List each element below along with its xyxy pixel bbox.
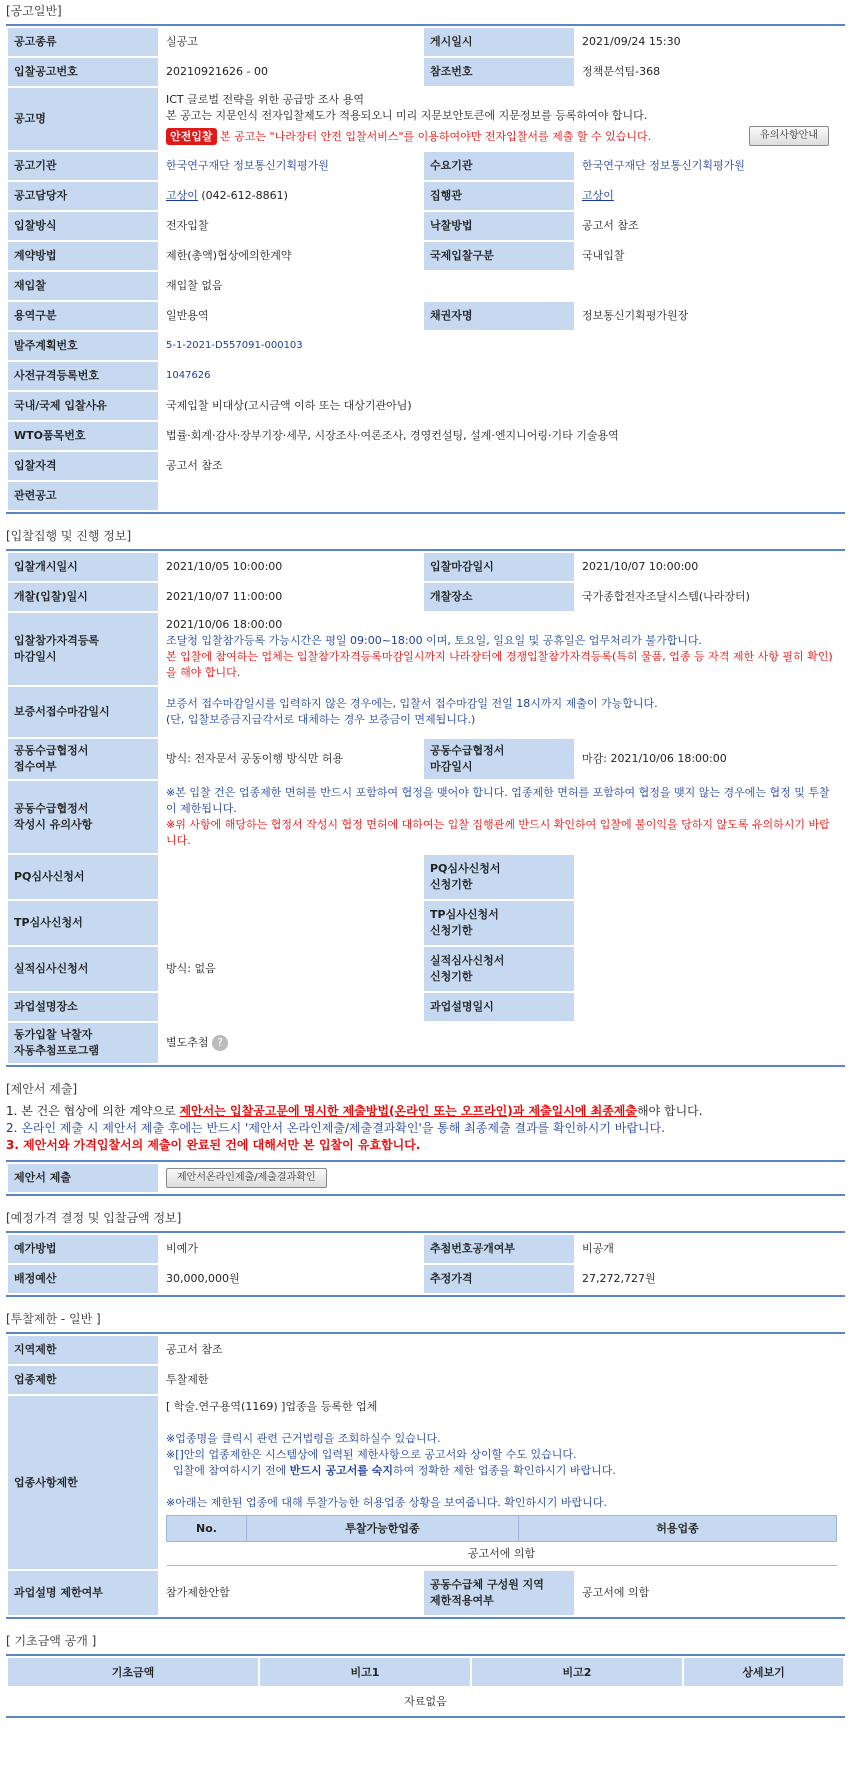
brief-time-label: 과업설명일시 xyxy=(424,993,574,1021)
reg-cell xyxy=(160,613,843,685)
bid-method-label: 입찰방식 xyxy=(8,212,158,240)
basic-empty: 자료없음 xyxy=(404,1695,447,1708)
manager-link[interactable]: 고상이 xyxy=(166,189,198,202)
notice-name: ICT 글로벌 전략을 위한 공급망 조사 용역 xyxy=(166,93,365,106)
section-title-bid-progress: [입찰집행 및 진행 정보] xyxy=(6,529,132,543)
proposal-note-2: 2. 온라인 제출 시 제안서 제출 후에는 반드시 '제안서 온라인제출/제출결과확인'을 통해 최종제출 결과를 확인하시기 바랍니다. xyxy=(6,1121,665,1135)
reg-label-1: 입찰참가자격등록 xyxy=(14,634,100,647)
rebid: 재입찰 없음 xyxy=(160,272,843,300)
open: 2021/10/07 11:00:00 xyxy=(160,583,422,611)
intl: 국내입찰 xyxy=(576,242,843,270)
joint-dl: 마감: 2021/10/06 18:00:00 xyxy=(576,739,843,779)
est-label: 추정가격 xyxy=(424,1265,574,1293)
lottery-label: 추첨번호공개여부 xyxy=(424,1235,574,1263)
proposal-submit-cell xyxy=(160,1164,843,1192)
related-label: 관련공고 xyxy=(8,482,158,510)
close: 2021/10/07 10:00:00 xyxy=(576,553,843,581)
section-title-proposal: [제안서 제출] xyxy=(6,1082,78,1096)
start: 2021/10/05 10:00:00 xyxy=(160,553,422,581)
tie-label-1: 동가입찰 낙찰자 xyxy=(14,1028,93,1041)
exec-label: 집행관 xyxy=(424,182,574,210)
ref-no-label: 참조번호 xyxy=(424,58,574,86)
tp-dl-label-2: 신청기한 xyxy=(430,924,473,937)
allowed-industry-table xyxy=(166,1515,837,1566)
brief-time xyxy=(576,993,843,1021)
region: 공고서 참조 xyxy=(160,1336,843,1364)
ind-note-3a: 입찰에 참여하시기 전에 xyxy=(166,1464,290,1477)
joint-note-label-1: 공동수급협정서 xyxy=(14,802,89,815)
tie-label xyxy=(8,1023,158,1063)
tie-label-2: 자동추첨프로그램 xyxy=(14,1044,100,1057)
bond-label: 보증서접수마감일시 xyxy=(8,687,158,737)
general-table xyxy=(6,24,845,514)
progress-table xyxy=(6,549,845,1067)
reg-note-2: 본 입찰에 참여하는 업체는 입찰참가자격등록마감일시까지 나라장터에 경쟁입찰참가자격등록(특히 물품, 업종 등 자격 제한 사항 필히 확인)을 해야 합니다. xyxy=(166,650,833,679)
pq-dl-label xyxy=(424,855,574,899)
basic-amount-table xyxy=(6,1654,845,1718)
demand-link[interactable]: 한국연구재단 정보통신기획평가원 xyxy=(576,152,843,180)
joint-dl-label-1: 공동수급협정서 xyxy=(430,744,505,757)
reg-note-1: 조달청 입찰참가등록 가능시간은 평일 09:00~18:00 이며, 토요일, 일요일 및 공휴일은 업무처리가 불가합니다. xyxy=(166,634,702,647)
brief-place xyxy=(160,993,422,1021)
bid-no: 20210921626 - 00 xyxy=(160,58,422,86)
section-title-basic-amount: [ 기초금액 공개 ] xyxy=(6,1634,97,1648)
pq-dl xyxy=(576,855,843,899)
tp-label: TP심사신청서 xyxy=(8,901,158,945)
restrict-table xyxy=(6,1332,845,1619)
consort-label-1: 공동수급체 구성원 지역 xyxy=(430,1578,544,1591)
section-title-price: [예정가격 결정 및 입찰금액 정보] xyxy=(6,1211,182,1225)
pre-spec-label: 사전규격등록번호 xyxy=(8,362,158,390)
related xyxy=(160,482,843,510)
perf: 방식: 없음 xyxy=(160,947,422,991)
bond-note-1: 보증서 접수마감일시를 입력하지 않은 경우에는, 입찰서 접수마감일 전일 18시까지 제출이 가능합니다. xyxy=(166,697,658,710)
posted: 2021/09/24 15:30 xyxy=(576,28,843,56)
joint-dl-label xyxy=(424,739,574,779)
consort-label-2: 제한적용여부 xyxy=(430,1594,494,1607)
budget: 30,000,000원 xyxy=(160,1265,422,1293)
place-label: 개찰장소 xyxy=(424,583,574,611)
contract-label: 계약방법 xyxy=(8,242,158,270)
posted-label: 게시일시 xyxy=(424,28,574,56)
tie: 별도추첨 xyxy=(166,1036,209,1049)
perf-dl-label-2: 신청기한 xyxy=(430,970,473,983)
notice-type: 실공고 xyxy=(160,28,422,56)
award: 공고서 참조 xyxy=(576,212,843,240)
fingerprint-note: 본 공고는 지문인식 전자입찰제도가 적용되오니 미리 지문보안토큰에 지문정보를 등록하여야 합니다. xyxy=(166,109,648,122)
joint-note-cell xyxy=(160,781,843,853)
ind-req-cell xyxy=(160,1396,843,1569)
demand-label: 수요기관 xyxy=(424,152,574,180)
proposal-table xyxy=(6,1160,845,1196)
qual: 공고서 참조 xyxy=(160,452,843,480)
order-plan-label: 발주계획번호 xyxy=(8,332,158,360)
proposal-submit-label: 제안서 제출 xyxy=(8,1164,158,1192)
brief-restrict-label: 과업설명 제한여부 xyxy=(8,1571,158,1615)
perf-dl-label xyxy=(424,947,574,991)
joint-note-1: ※본 입찰 건은 업종제한 면허를 반드시 포함하여 협정을 맺어야 합니다. 업종제한 면허를 포함하여 협정을 맺지 않는 경우에는 협정 및 투찰이 제한됩니다. xyxy=(166,786,830,815)
ind-note-4: ※아래는 제한된 업종에 대해 투찰가능한 허용업종 상황을 보여줍니다. 확인하시기 바랍니다. xyxy=(166,1496,607,1509)
price-method-label: 예가방법 xyxy=(8,1235,158,1263)
joint-dl-label-2: 마감일시 xyxy=(430,760,473,773)
exec-cell xyxy=(576,182,843,210)
manager-cell xyxy=(160,182,422,210)
proposal-note-1b: 제안서는 입찰공고문에 명시한 제출방법(온라인 또는 오프라인)과 제출일시에 최종제출 xyxy=(179,1104,637,1118)
joint: 방식: 전자문서 공동이행 방식만 허용 xyxy=(160,739,422,779)
col-no: No. xyxy=(167,1516,247,1542)
consort: 공고서에 의함 xyxy=(576,1571,843,1615)
intl-label: 국제입찰구분 xyxy=(424,242,574,270)
bid-method: 전자입찰 xyxy=(160,212,422,240)
joint-note-label-2: 작성시 유의사항 xyxy=(14,818,93,831)
ind-note-3b: 반드시 공고서를 숙지 xyxy=(289,1464,394,1477)
ind-note-2: ※[]안의 업종제한은 시스템상에 입력된 제한사항으로 공고서와 상이할 수도 있습니다. xyxy=(166,1448,577,1461)
pq-dl-label-1: PQ심사신청서 xyxy=(430,862,501,875)
creditor: 정보통신기획평가원장 xyxy=(576,302,843,330)
industry: 투찰제한 xyxy=(160,1366,843,1394)
joint-note-label xyxy=(8,781,158,853)
joint-label-1: 공동수급협정서 xyxy=(14,744,89,757)
agency-link[interactable]: 한국연구재단 정보통신기획평가원 xyxy=(160,152,422,180)
close-label: 입찰마감일시 xyxy=(424,553,574,581)
intl-reason-label: 국내/국제 입찰사유 xyxy=(8,392,158,420)
manager-label: 공고담당자 xyxy=(8,182,158,210)
price-table xyxy=(6,1231,845,1297)
reg-date: 2021/10/06 18:00:00 xyxy=(166,618,283,631)
qual-label: 입찰자격 xyxy=(8,452,158,480)
pq-dl-label-2: 신청기한 xyxy=(430,878,473,891)
open-label: 개찰(입찰)일시 xyxy=(8,583,158,611)
order-plan-link[interactable]: 5-1-2021-D557091-000103 xyxy=(160,332,843,360)
pq xyxy=(160,855,422,899)
perf-dl xyxy=(576,947,843,991)
basic-col-4: 상세보기 xyxy=(684,1658,843,1686)
proposal-note-1a: 1. 본 건은 협상에 의한 계약으로 xyxy=(6,1104,180,1118)
consort-label xyxy=(424,1571,574,1615)
manager-phone: (042-612-8861) xyxy=(201,189,288,202)
col-allowed-bid: 투찰가능한업종 xyxy=(247,1516,519,1542)
budget-label: 배정예산 xyxy=(8,1265,158,1293)
safe-bid-note: 본 공고는 "나라장터 안전 입찰서비스"를 이용하여야만 전자입찰서를 제출 할 수 있습니다. xyxy=(220,129,652,143)
ind-note-3c: 하여 정확한 제한 업종을 확인하시기 바랍니다. xyxy=(393,1464,616,1477)
tp-dl-label-1: TP심사신청서 xyxy=(430,908,499,921)
lottery: 비공개 xyxy=(576,1235,843,1263)
tp xyxy=(160,901,422,945)
intl-reason: 국제입찰 비대상(고시금액 이하 또는 대상기관아님) xyxy=(160,392,843,420)
proposal-note-1c: 해야 합니다. xyxy=(636,1104,703,1118)
contract: 제한(총액)협상에의한계약 xyxy=(160,242,422,270)
section-title-restrict: [투찰제한 - 일반 ] xyxy=(6,1312,101,1326)
ind-req-label: 업종사항제한 xyxy=(8,1396,158,1569)
notice-guide-button[interactable]: 유의사항안내 xyxy=(749,126,829,146)
joint-note-2: ※위 사항에 해당하는 협정서 작성시 협정 면허에 대하여는 입찰 집행관께 반드시 확인하여 입찰에 불이익을 당하지 않도록 유의하시기 바랍니다. xyxy=(166,818,830,847)
start-label: 입찰개시일시 xyxy=(8,553,158,581)
basic-col-2: 비고1 xyxy=(260,1658,470,1686)
creditor-label: 채권자명 xyxy=(424,302,574,330)
inner-row: 공고서에 의함 xyxy=(167,1542,837,1566)
tp-dl-label xyxy=(424,901,574,945)
est: 27,272,727원 xyxy=(576,1265,843,1293)
proposal-note-1 xyxy=(6,1103,845,1120)
pq-label: PQ심사신청서 xyxy=(8,855,158,899)
award-label: 낙찰방법 xyxy=(424,212,574,240)
reg-label-2: 마감일시 xyxy=(14,650,57,663)
tp-dl xyxy=(576,901,843,945)
ind-req-line[interactable]: [ 학술.연구용역(1169) ]업종을 등록한 업체 xyxy=(166,1400,378,1413)
section-title-general: [공고일반] xyxy=(6,4,62,18)
proposal-note-3: 3. 제안서와 가격입찰서의 제출이 완료된 건에 대해서만 본 입찰이 유효합니다. xyxy=(6,1138,421,1152)
basic-col-3: 비고2 xyxy=(472,1658,682,1686)
safe-bid-badge: 안전입찰 xyxy=(166,128,217,145)
notice-name-label: 공고명 xyxy=(8,88,158,150)
perf-label: 실적심사신청서 xyxy=(8,947,158,991)
service: 일반용역 xyxy=(160,302,422,330)
rebid-label: 재입찰 xyxy=(8,272,158,300)
joint-label xyxy=(8,739,158,779)
notice-name-cell xyxy=(160,88,843,150)
brief-place-label: 과업설명장소 xyxy=(8,993,158,1021)
ind-note-3 xyxy=(166,1463,837,1479)
reg-label xyxy=(8,613,158,685)
price-method: 비예가 xyxy=(160,1235,422,1263)
pre-spec-link[interactable]: 1047626 xyxy=(160,362,843,390)
bid-no-label: 입찰공고번호 xyxy=(8,58,158,86)
notice-type-label: 공고종류 xyxy=(8,28,158,56)
bond-note-2: (단, 입찰보증금지급각서로 대체하는 경우 보증금이 면제됩니다.) xyxy=(166,713,476,726)
proposal-submit-button[interactable]: 제안서온라인제출/제출결과확인 xyxy=(166,1168,327,1188)
region-label: 지역제한 xyxy=(8,1336,158,1364)
help-icon[interactable]: ? xyxy=(212,1035,228,1051)
agency-label: 공고기관 xyxy=(8,152,158,180)
brief-restrict: 참가제한안함 xyxy=(160,1571,422,1615)
service-label: 용역구분 xyxy=(8,302,158,330)
wto: 법률·회계·감사·장부기장·세무, 시장조사·여론조사, 경영컨설팅, 설계·엔지니어링·기타 기술용역 xyxy=(160,422,843,450)
ref-no: 정책분석팀-368 xyxy=(576,58,843,86)
tie-cell xyxy=(160,1023,843,1063)
ind-note-1: ※업종명을 클릭시 관련 근거법령을 조회하실수 있습니다. xyxy=(166,1432,441,1445)
place: 국가종합전자조달시스템(나라장터) xyxy=(576,583,843,611)
perf-dl-label-1: 실적심사신청서 xyxy=(430,954,505,967)
col-permitted: 허용업종 xyxy=(519,1516,837,1542)
basic-col-1: 기초금액 xyxy=(8,1658,258,1686)
exec-link[interactable]: 고상이 xyxy=(582,189,614,202)
industry-label: 업종제한 xyxy=(8,1366,158,1394)
wto-label: WTO품목번호 xyxy=(8,422,158,450)
proposal-notes xyxy=(6,1103,845,1154)
bond-cell xyxy=(160,687,843,737)
joint-label-2: 접수여부 xyxy=(14,760,57,773)
